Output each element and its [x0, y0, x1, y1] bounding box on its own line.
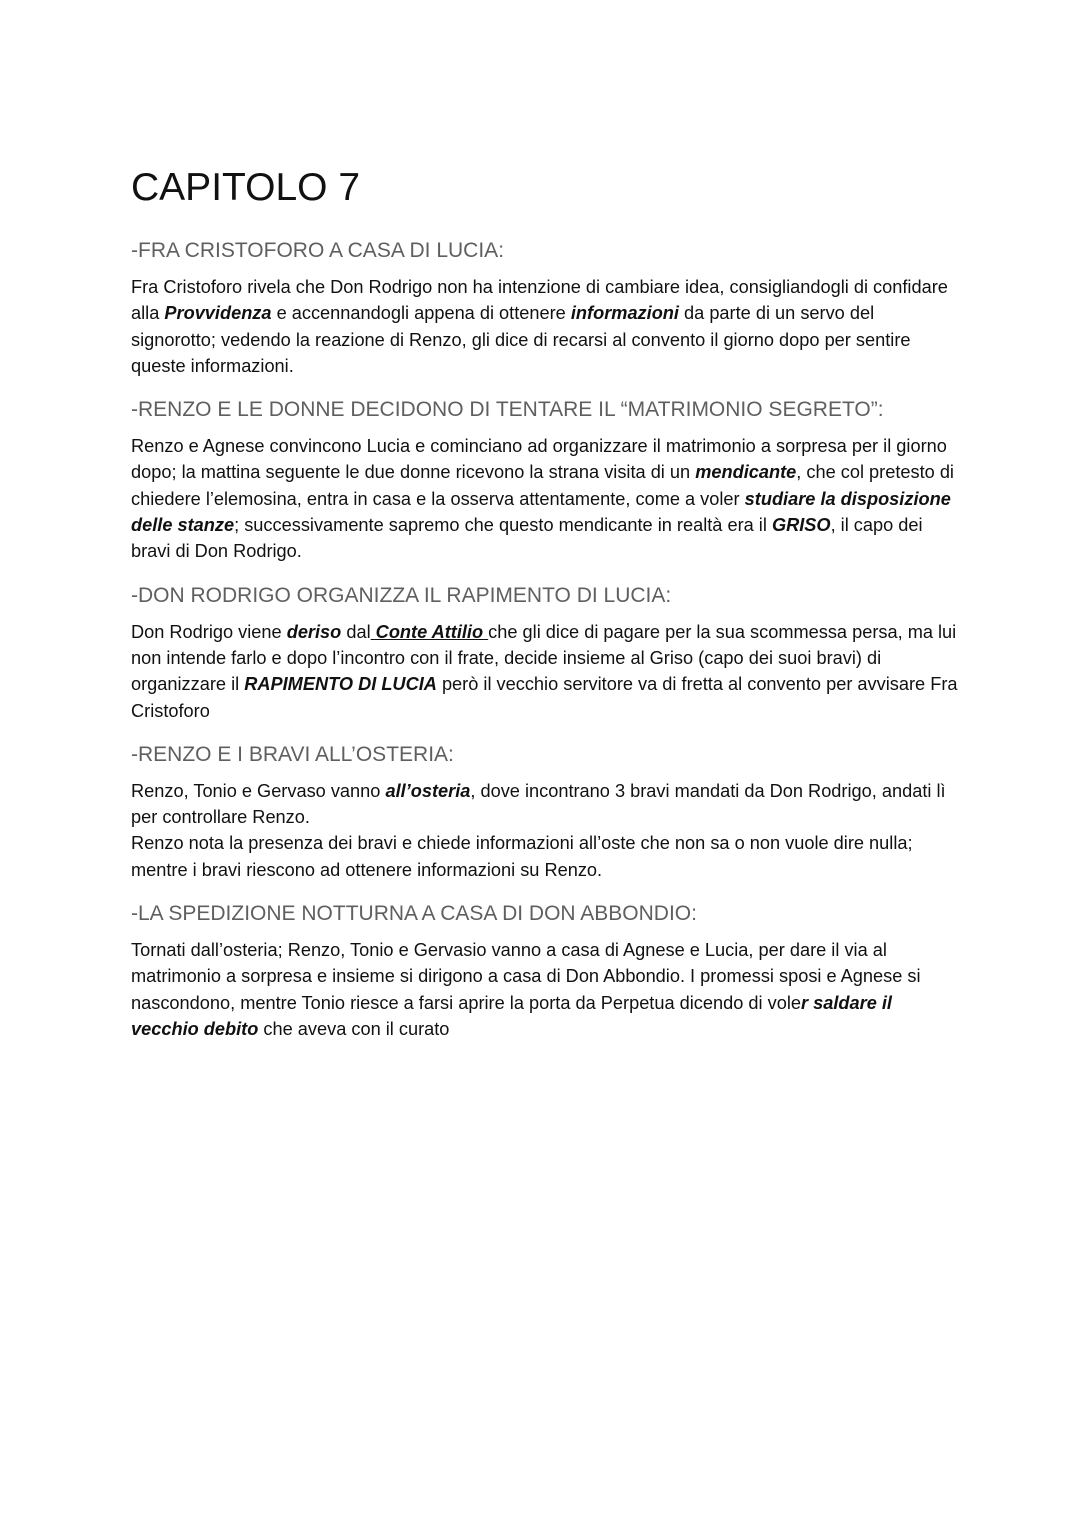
section-heading: -FRA CRISTOFORO A CASA DI LUCIA: — [131, 239, 505, 262]
text-run: Fra Cristoforo rivela che Don Rodrigo non ha intenzione di cambiare idea, consigliandogli di confidare alla — [131, 277, 948, 324]
emphasized-text: mendicante — [695, 462, 797, 483]
paragraph — [131, 274, 961, 379]
section-body — [131, 937, 961, 1042]
emphasized-text: deriso — [286, 621, 342, 642]
text-run: che gli dice di pagare per la sua scommessa persa, ma lui non intende farlo e dopo l’incontro con il frate, decide insieme al Griso (capo dei suoi bravi) di organizzare il — [131, 621, 957, 695]
text-run: Don Rodrigo viene — [131, 621, 287, 642]
text-run: che aveva con il curato — [258, 1018, 450, 1039]
section-body — [131, 274, 961, 379]
paragraph — [131, 619, 961, 724]
section — [131, 901, 961, 1042]
text-run: Renzo e Agnese convincono Lucia e cominciano ad organizzare il matrimonio a sorpresa per il giorno dopo; la mattina seguente le due donne ricevono la strana visita di un — [131, 436, 947, 483]
text-run: Tornati dall’osteria; Renzo, Tonio e Gervasio vanno a casa di Agnese e Lucia, per dare il via al matrimonio a sorpresa e insieme si dirigono a casa di Don Abbondio. I promessi sposi e Agnese si nascondono, mentre Tonio riesce a farsi aprire la porta da Perpetua dicendo di vole — [131, 940, 921, 1013]
emphasized-text: Conte Attilio — [370, 621, 489, 642]
section — [131, 742, 961, 883]
document-title: CAPITOLO 7 — [131, 166, 361, 209]
section — [131, 238, 961, 379]
section-body — [131, 778, 961, 883]
emphasized-text: all’osteria — [385, 780, 471, 801]
text-run: ; successivamente sapremo che questo mendicante in realtà era il — [234, 515, 772, 536]
paragraph — [131, 433, 961, 564]
paragraph — [131, 937, 961, 1042]
emphasized-text: studiare la disposizione delle stanze — [131, 488, 951, 536]
paragraph — [131, 778, 961, 831]
text-run: , dove incontrano 3 bravi mandati da Don Rodrigo, andati lì per controllare Renzo. — [131, 780, 946, 828]
text-run: però il vecchio servitore va di fretta al convento per avvisare Fra Cristoforo — [131, 674, 958, 721]
section-heading: -LA SPEDIZIONE NOTTURNA A CASA DI DON ABBONDIO: — [131, 902, 697, 926]
text-run: e accennandogli appena di ottenere — [271, 303, 571, 324]
text-run: da parte di un servo del signorotto; vedendo la reazione di Renzo, gli dice di recarsi al convento il giorno dopo per sentire queste informazioni. — [131, 303, 911, 376]
paragraph — [131, 830, 961, 883]
text-run: Renzo, Tonio e Gervaso vanno — [131, 780, 386, 801]
section-heading: -DON RODRIGO ORGANIZZA IL RAPIMENTO DI LUCIA: — [131, 583, 672, 607]
section-heading: -RENZO E I BRAVI ALL’OSTERIA: — [131, 742, 454, 766]
sections-container — [131, 238, 961, 1042]
text-run: Renzo nota la presenza dei bravi e chiede informazioni all’oste che non sa o non vuole dire nulla; mentre i bravi riescono ad ottenere informazioni su Renzo. — [131, 833, 913, 880]
document-page — [131, 166, 961, 1060]
emphasized-text: RAPIMENTO DI LUCIA — [244, 674, 437, 695]
emphasized-text: r saldare il vecchio debito — [131, 992, 892, 1039]
section-heading: -RENZO E LE DONNE DECIDONO DI TENTARE IL “MATRIMONIO SEGRETO”: — [131, 398, 884, 422]
text-run: dal — [341, 621, 371, 642]
text-run: , che col pretesto di chiedere l’elemosina, entra in casa e la osserva attentamente, come a voler — [131, 462, 954, 509]
emphasized-text: informazioni — [570, 303, 679, 324]
section-body — [131, 433, 961, 564]
section — [131, 397, 961, 564]
emphasized-text: GRISO — [771, 515, 831, 536]
emphasized-text: Provvidenza — [164, 303, 272, 324]
section — [131, 583, 961, 724]
text-run: , il capo dei bravi di Don Rodrigo. — [131, 515, 923, 562]
section-body — [131, 619, 961, 724]
